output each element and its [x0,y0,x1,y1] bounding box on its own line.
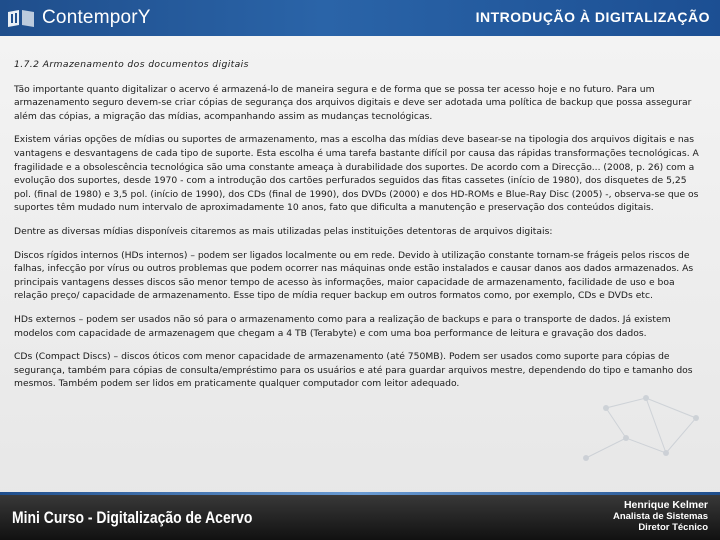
footer-stripe [0,492,720,495]
paragraph: HDs externos – podem ser usados não só para o armazenamento como para a realização de backups e para o transporte de dados. Já existem modelos com capacidade de armazenagem que chegam a 4 TB (Terabyte) e com uma boa performance de leitura e gravação dos dados. [14,313,671,339]
book-icon [6,8,36,28]
paragraph: Tão importante quanto digitalizar o acervo é armazená-lo de maneira segura e de forma que se possa ter acesso hoje e no futuro. Para um armazenamento seguro devem-se criar cópias de segurança dos arquivos digitais e deve ser adotada uma política de backup que possa assegurar além das cópias, a migração das mídias, acompanhando assim as mudanças tecnológicas. [14,83,692,122]
author-role: Analista de Sistemas [612,511,708,522]
logo-text: ContemporY [42,7,151,28]
paragraph: CDs (Compact Discs) – discos óticos com menor capacidade de armazenamento (até 750MB). Podem ser usados como suporte para cópias de segurança, também para cópias de consulta/empréstimo para os usuários e até para guardar arquivos mestre, dependendo do tipo e tamanho dos mesmos. Também podem ser lidos em praticamente qualquer computador com leitor adequado. [14,351,693,390]
author-role: Diretor Técnico [638,522,708,533]
slide-title: INTRODUÇÃO À DIGITALIZAÇÃO [475,9,710,25]
paragraph: Existem várias opções de mídias ou suportes de armazenamento, mas a escolha das mídias deve basear-se na tipologia dos arquivos digitais e nas vantagens e desvantagens de cada tipo de suporte. Esta escolha é uma tarefa bastante difícil por causa das rápidas transformações tecnológicas. A fragilidade e a obsolescência tecnológica são uma constante ameaça à durabilidade dos suportes. De acordo com a Direcção... (2008, p. 26) com a evolução dos suportes, desde 1970 - com a introdução dos cartões perfurados seguidos das fitas cassetes (início de 1980), dos disquetes de 5,25 pol. (final de 1980) e 3,5 pol. (início de 1990), dos CDs (final de 1990), dos DVDs (2000) e dos HD-ROMs e Blue-Ray Disc (2005) -, observa-se que os suportes têm mudado num intervalo de aproximadamente 10 anos, fato que dificulta a manutenção e preservação dos conteúdos digitais. [14,134,699,214]
paragraph: Discos rígidos internos (HDs internos) – podem ser ligados localmente ou em rede. Devido à utilização constante tornam-se frágeis pelos riscos de falhas, infecção por vírus ou outros problemas que podem ocorrer nas máquinas onde estão instalados e causar danos aos dados armazenados. As principais vantagens desses discos são menor tempo de acesso às informações, maior capacidade de armazenamento, facilidade de uso e boa relação preço/ capacidade de armazenamento. Esse tipo de mídia requer backup em outros formatos como, por exemplo, CDs e DVDs etc. [14,249,694,302]
header-bar [0,0,720,36]
logo [6,6,151,30]
author-block [613,500,708,533]
content-area [14,58,706,401]
footer-bar [0,492,720,540]
section-heading: 1.7.2 Armazenamento dos documentos digitais [14,59,249,70]
paragraph: Dentre as diversas mídias disponíveis citaremos as mais utilizadas pelas instituições detentoras de arquivos digitais: [14,225,553,237]
author-name: Henrique Kelmer [623,499,708,511]
course-title: Mini Curso - Digitalização de Acervo [12,508,253,527]
